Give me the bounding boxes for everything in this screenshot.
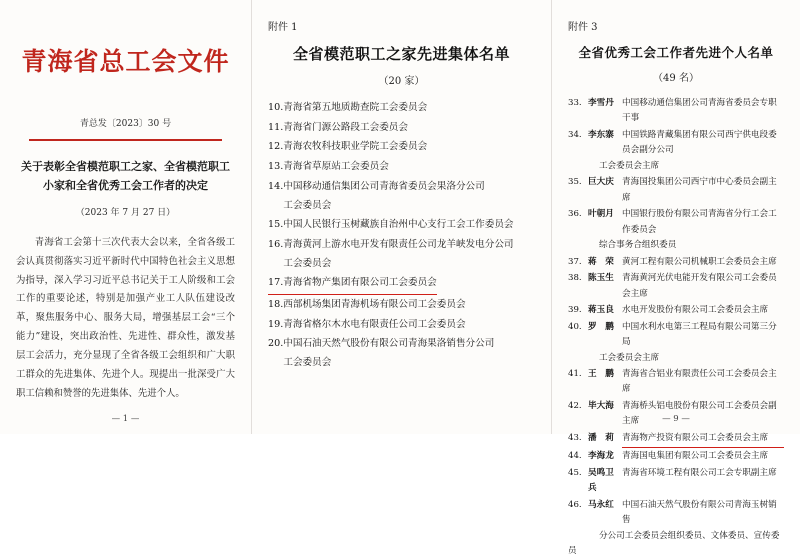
attachment-count-1: （20 家） xyxy=(378,76,425,87)
list-item-index: 33. xyxy=(568,98,582,108)
list-item xyxy=(568,255,784,270)
collective-honor-list xyxy=(268,99,535,373)
list-item xyxy=(268,138,535,157)
list-item-text: 17.青海省物产集团有限公司工会委员会 xyxy=(268,274,437,295)
attachment-label-1: 附件 1 xyxy=(268,22,298,33)
list-item-primary-row xyxy=(568,466,784,497)
list-item-index: 45. xyxy=(568,467,582,478)
list-item-person-name: 叶朝月 xyxy=(588,209,614,220)
list-item-index: 44. xyxy=(568,451,582,462)
list-item-index: 43. xyxy=(568,432,582,443)
list-item-index: 34. xyxy=(568,129,582,140)
list-item-index: 42. xyxy=(568,400,582,411)
list-item xyxy=(568,175,784,206)
list-item xyxy=(568,320,784,366)
list-item xyxy=(268,216,535,235)
list-item-text: 19.青海省格尔木水电有限责任公司工会委员会 xyxy=(268,318,466,330)
list-item-index: 37. xyxy=(568,256,582,267)
list-item-person-name: 王 鹏 xyxy=(588,368,614,379)
list-item-index: 39. xyxy=(568,305,582,316)
list-item-text: 13.青海省草原站工会委员会 xyxy=(268,161,389,173)
list-item xyxy=(568,271,784,302)
list-item-text: 11.青海省门源公路段工会委员会 xyxy=(268,121,408,133)
document-body-text: 青海省工会第十三次代表大会以来，全省各级工会认真贯彻落实习近平新时代中国特色社会主义思想为指导，深入学习习近平总书记关于工人阶级和工会工作的重要论述，特别是加强产业工人队伍建设改革，聚焦服务中心、服务大局，增强基层工会“三个能力”建设，突出政治性、先进性、群众性，激发基层工会活力，充分显现了全省各级工会组织和广大职工群众的先进集体、先进个人。现提出一批深受广大职工信赖和赞誉的先进集体、先进个人。 xyxy=(16,237,235,399)
list-item-primary-row xyxy=(568,128,784,159)
list-item-primary-row xyxy=(568,431,784,448)
list-item-index: 40. xyxy=(568,321,582,332)
list-item-person-name: 李东寨 xyxy=(588,129,614,140)
individual-honor-list xyxy=(568,96,784,560)
list-item xyxy=(568,466,784,497)
list-item xyxy=(568,128,784,174)
list-item xyxy=(568,207,784,253)
list-item xyxy=(568,431,784,448)
list-item-organization: 青海国投集团公司西宁市中心委员会副主席 xyxy=(622,177,777,203)
list-item-person-name: 巨大庆 xyxy=(588,177,614,188)
list-item-organization-cont: 综合事务合组织委员 xyxy=(598,240,677,251)
page-number-1: — 1 — xyxy=(111,414,140,424)
list-item-primary-row xyxy=(568,271,784,302)
list-item-person-name: 毕大海 xyxy=(588,400,614,411)
list-item-primary-row xyxy=(568,320,784,351)
document-subject-line-1: 关于表彰全省模范职工之家、全省模范职工 xyxy=(21,159,230,173)
list-item-organization: 中国铁路青藏集团有限公司西宁供电段委员会副分公司 xyxy=(622,129,777,156)
list-item-organization-cont: 分公司工会委员会组织委员、文体委员、宣传委员 xyxy=(568,530,780,557)
list-item xyxy=(268,296,535,315)
list-item-organization: 中国石油天然气股份有限公司青海玉树销售 xyxy=(622,499,777,526)
list-item-person-name: 李海龙 xyxy=(588,451,614,462)
list-item-person-name: 蒋玉良 xyxy=(588,305,614,316)
list-item-index: 36. xyxy=(568,209,582,220)
list-item-text-cont: 工会委员会 xyxy=(283,199,332,211)
list-item-organization: 黄河工程有限公司机械职工会委员会主席 xyxy=(622,256,777,267)
list-item-organization: 青海国电集团有限公司工会委员会主席 xyxy=(622,451,769,462)
list-item-text: 20.中国石油天然气股份有限公司青海果洛销售分公司 xyxy=(268,338,495,350)
list-item-primary-row xyxy=(568,175,784,206)
list-item-person-name: 李雪丹 xyxy=(588,98,614,108)
list-item-index: 41. xyxy=(568,368,582,379)
list-item-organization: 青海黄河光伏电能开发有限公司工会委员会主席 xyxy=(622,273,777,299)
list-item xyxy=(568,303,784,318)
list-item-organization: 中国银行股份有限公司青海省分行工会工作委员会 xyxy=(622,209,777,235)
list-item-organization-cont: 工会委员会主席 xyxy=(598,352,660,363)
document-subject xyxy=(16,157,235,196)
list-item-text: 15.中国人民银行玉树藏族自治州中心支行工会工作委员会 xyxy=(268,219,514,231)
list-item-text-cont: 工会委员会 xyxy=(283,357,332,369)
document-subject-line-2: 小家和全省优秀工会工作者的决定 xyxy=(43,178,208,192)
red-divider-rule xyxy=(29,139,222,141)
document-panel-attachment-3 xyxy=(552,0,800,557)
document-panel-decision xyxy=(0,0,252,434)
list-item-text-cont: 工会委员会 xyxy=(283,257,332,269)
list-item-primary-row xyxy=(568,449,784,464)
attachment-count-3: （49 名） xyxy=(653,73,699,84)
list-item-text: 12.青海农牧科技职业学院工会委员会 xyxy=(268,141,428,153)
list-item-index: 35. xyxy=(568,177,582,188)
list-item-organization-cont: 工会委员会主席 xyxy=(598,160,660,171)
list-item-index: 38. xyxy=(568,273,582,284)
list-item-organization: 青海省合铝业有限责任公司工会委员会主席 xyxy=(622,368,777,395)
list-item xyxy=(268,316,535,335)
list-item-organization: 水电开发股份有限公司工会委员会主席 xyxy=(622,305,769,316)
list-item xyxy=(568,498,784,560)
list-item xyxy=(568,96,784,127)
list-item-index: 46. xyxy=(568,499,582,510)
list-item xyxy=(268,178,535,215)
list-item-organization: 青海桥头铝电股份有限公司工会委员会副主席 xyxy=(622,400,777,427)
list-item-text: 14.中国移动通信集团公司青海省委员会果洛分公司 xyxy=(268,180,485,192)
list-item-person-name: 潘 莉 xyxy=(588,432,614,443)
list-item-person-name: 陈玉生 xyxy=(588,273,614,284)
list-item xyxy=(268,274,535,295)
list-item-text: 10.青海省第五地质勘查院工会委员会 xyxy=(268,102,428,113)
list-item-organization: 中国水利水电第三工程局有限公司第三分局 xyxy=(622,321,777,348)
page-number-3: — 9 — xyxy=(662,414,690,424)
list-item-primary-row xyxy=(568,498,784,529)
list-item-text: 16.青海黄河上游水电开发有限责任公司龙羊峡发电分公司 xyxy=(268,238,514,250)
list-item-primary-row xyxy=(568,255,784,270)
list-item xyxy=(568,367,784,398)
list-item xyxy=(268,335,535,372)
attachment-title-1: 全省模范职工之家先进集体名单 xyxy=(292,45,510,63)
attachment-label-3: 附件 3 xyxy=(568,22,598,33)
masthead-title: 青海省总工会文件 xyxy=(21,47,230,76)
list-item-text: 18.西部机场集团青海机场有限公司工会委员会 xyxy=(268,299,466,311)
list-item-person-name: 蒋 荣 xyxy=(588,256,614,267)
list-item-organization: 青海物产投资有限公司工会委员会主席 xyxy=(622,431,784,448)
list-item xyxy=(268,119,535,138)
attachment-title-3: 全省优秀工会工作者先进个人名单 xyxy=(578,45,774,60)
list-item xyxy=(268,99,535,118)
document-date: （2023 年 7 月 27 日） xyxy=(75,208,176,218)
list-item xyxy=(268,158,535,177)
list-item xyxy=(268,236,535,273)
list-item-primary-row xyxy=(568,367,784,398)
list-item-primary-row xyxy=(568,96,784,127)
list-item-primary-row xyxy=(568,207,784,238)
list-item-person-name: 吴鸣卫兵 xyxy=(588,467,614,494)
list-item-organization: 中国移动通信集团公司青海省委员会专职干事 xyxy=(622,98,777,124)
list-item-organization: 青海省环境工程有限公司工会专职副主席 xyxy=(622,467,777,478)
list-item-primary-row xyxy=(568,303,784,318)
list-item-person-name: 罗 鹏 xyxy=(588,321,614,332)
list-item xyxy=(568,449,784,464)
document-panel-attachment-1 xyxy=(252,0,552,434)
list-item-person-name: 马永红 xyxy=(588,499,614,510)
document-number: 青总发〔2023〕30 号 xyxy=(79,118,172,129)
